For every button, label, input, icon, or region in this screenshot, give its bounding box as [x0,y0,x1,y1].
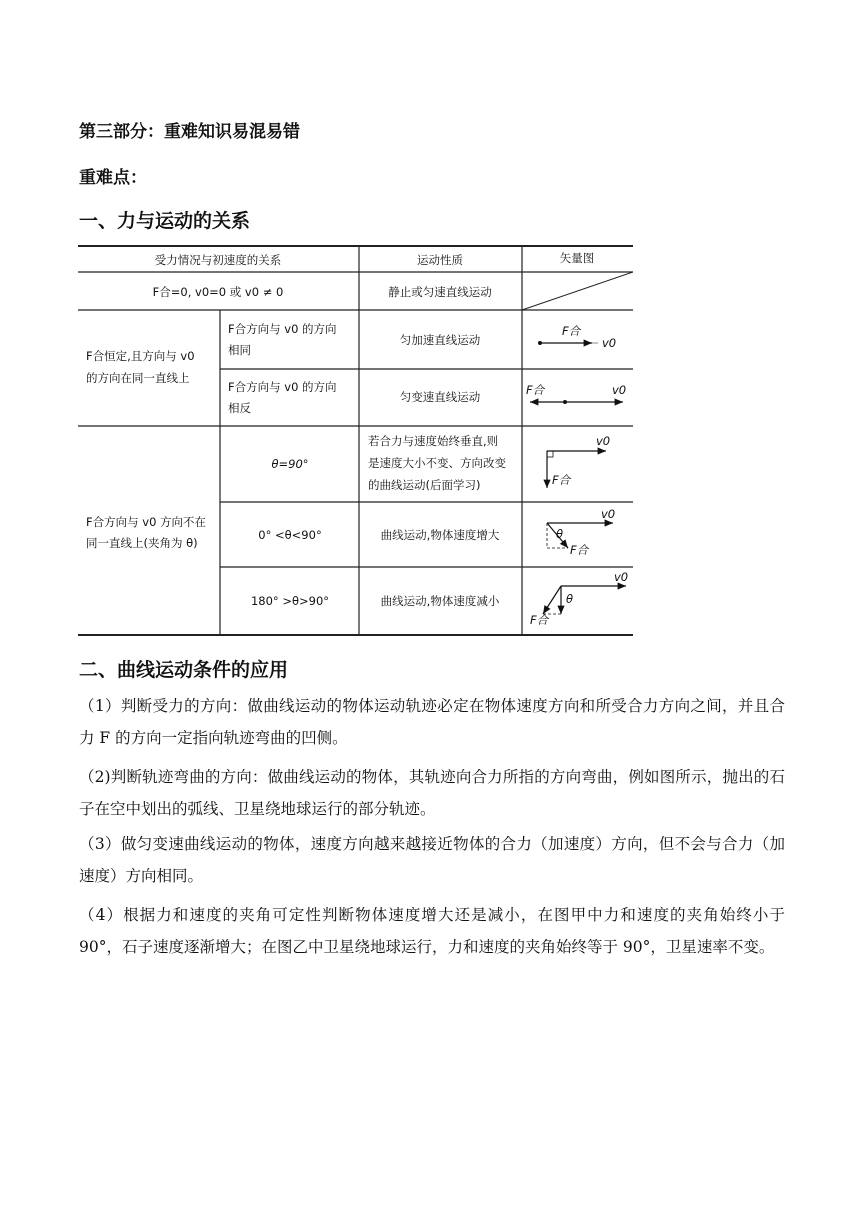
row3-velocity-label: v0 [612,383,627,397]
row6-vector-diagram [530,570,628,627]
part-title: 第三部分：重难知识易混易错 [79,122,300,142]
row4-motion-line1: 若合力与速度始终垂直,则 [368,434,499,448]
paragraph-4: （4）根据力和速度的夹角可定性判断物体速度增大还是减小，在图甲中力和速度的夹角始终小于 90°，石子速度逐渐增大；在图乙中卫星绕地球运行，力和速度的夹角始终等于 90°，卫星速率不变。 [79,906,785,956]
group1-label-line2: 的方向在同一直线上 [86,371,190,385]
row6-theta-label: θ [566,592,574,606]
section-2-heading: 二、曲线运动条件的应用 [79,659,289,681]
row2-velocity-label: v0 [602,336,617,350]
row5-velocity-label: v0 [601,507,616,521]
paragraph-1: （1）判断受力的方向：做曲线运动的物体运动轨迹必定在物体速度方向和所受合力方向之间，并且合力 F 的方向一定指向轨迹弯曲的凹侧。 [79,697,785,747]
row1-motion: 静止或匀速直线运动 [388,285,492,299]
row4-vector-diagram [547,434,610,488]
row5-theta-label: θ [556,527,564,541]
row5-motion: 曲线运动,物体速度增大 [380,528,500,542]
row6-force-label: F合 [530,613,549,627]
group1-label-line1: F合恒定,且方向与 v0 [86,349,195,363]
row5-vector-diagram [547,507,615,557]
row2-force-label: F合 [562,324,581,338]
row3-sub-line2: 相反 [228,401,251,415]
row3-motion: 匀变速直线运动 [399,390,481,404]
group2-label-line2: 同一直线上(夹角为 θ) [86,536,198,550]
section-1-heading: 一、力与运动的关系 [79,210,251,232]
row3-vector-diagram [526,383,626,404]
row4-velocity-label: v0 [596,434,611,448]
key-points-heading: 重难点： [79,168,147,188]
row2-vector-diagram [538,324,616,350]
header-motion: 运动性质 [417,253,463,267]
group2-label-line1: F合方向与 v0 方向不在 [86,515,207,529]
row6-sub: 180° >θ>90° [250,594,330,608]
row4-motion-line2: 是速度大小不变、方向改变 [368,456,506,470]
row6-velocity-label: v0 [614,570,629,584]
row3-sub-line1: F合方向与 v0 的方向 [228,380,337,394]
row1-condition: F合=0, v0=0 或 v0 ≠ 0 [152,285,284,299]
row5-force-label: F合 [570,543,589,557]
row6-motion: 曲线运动,物体速度减小 [380,594,500,608]
row5-sub: 0° <θ<90° [258,528,322,542]
paragraph-3: （3）做匀变速曲线运动的物体，速度方向越来越接近物体的合力（加速度）方向，但不会与合力（加速度）方向相同。 [79,835,785,885]
row3-force-label: F合 [526,383,545,397]
row2-motion: 匀加速直线运动 [399,333,481,347]
header-vector: 矢量图 [559,251,595,265]
row4-sub: θ=90° [271,457,309,471]
row4-motion-line3: 的曲线运动(后面学习) [368,478,481,492]
row2-sub-line2: 相同 [228,343,251,357]
row2-sub-line1: F合方向与 v0 的方向 [228,322,337,336]
paragraph-2: （2)判断轨迹弯曲的方向：做曲线运动的物体，其轨迹向合力所指的方向弯曲，例如图所示，抛出的石子在空中划出的弧线、卫星绕地球运行的部分轨迹。 [79,768,785,818]
row4-force-label: F合 [552,473,571,487]
header-condition: 受力情况与初速度的关系 [154,253,282,267]
force-motion-table [78,242,633,638]
